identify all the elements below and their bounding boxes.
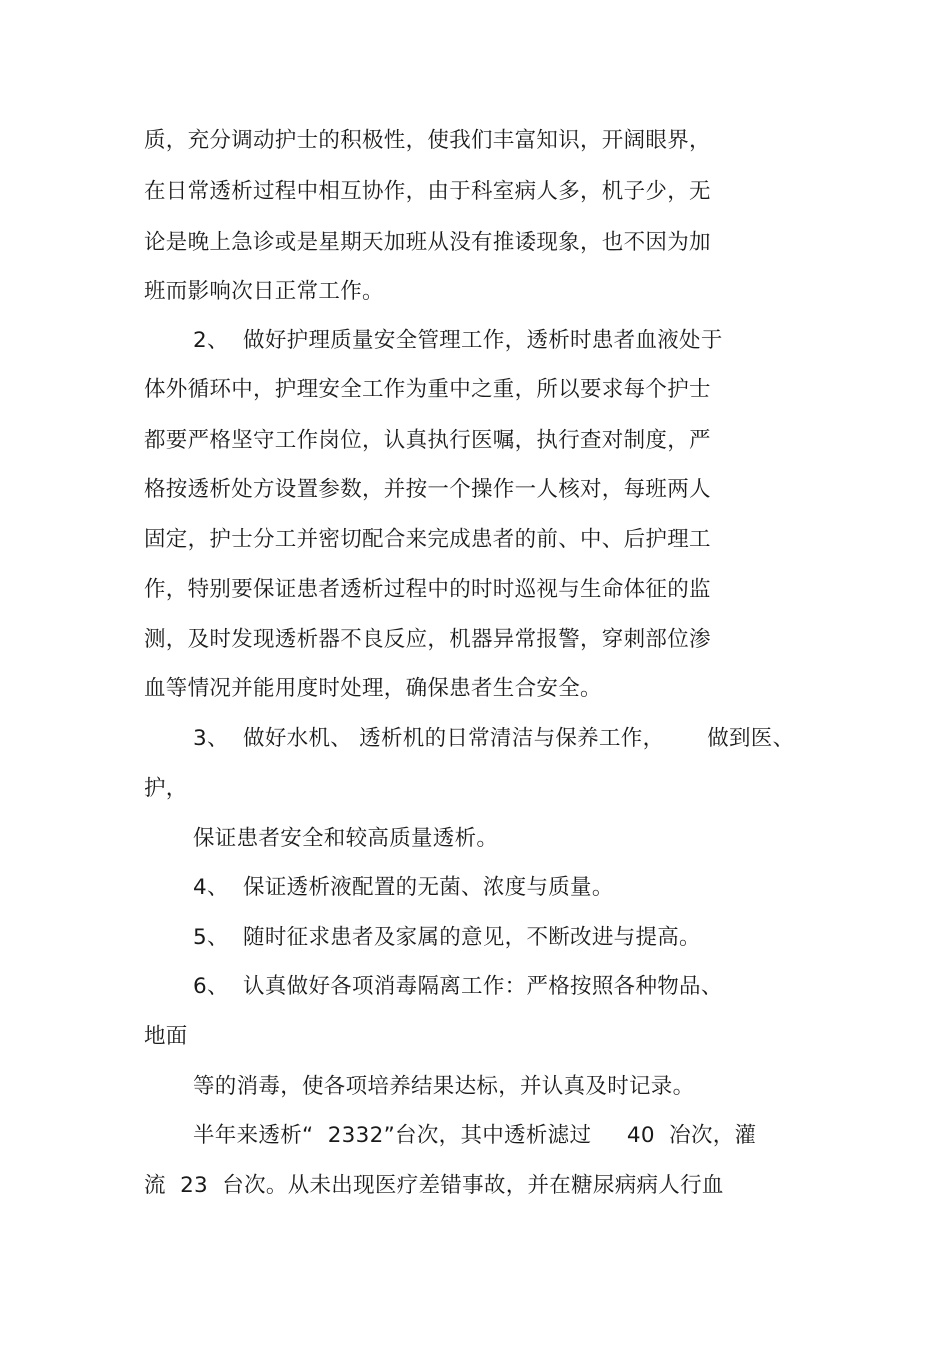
- text-line: 都要严格坚守工作岗位，认真执行医嘱，执行查对制度，严: [144, 428, 711, 453]
- text-line: 论是晚上急诊或是星期天加班从没有推诿现象，也不因为加: [144, 230, 711, 255]
- text-line: 格按透析处方设置参数，并按一个操作一人核对，每班两人: [144, 477, 711, 502]
- text-line: 质，充分调动护士的积极性，使我们丰富知识，开阔眼界，: [144, 128, 711, 153]
- text-line: 6、 认真做好各项消毒隔离工作：严格按照各种物品、: [193, 974, 723, 999]
- text-line: 测，及时发现透析器不良反应，机器异常报警，穿刺部位渗: [144, 627, 711, 652]
- text-line: 地面: [144, 1024, 188, 1049]
- text-line: 体外循环中，护理安全工作为重中之重，所以要求每个护士: [144, 377, 711, 402]
- text-line: 作，特别要保证患者透析过程中的时时巡视与生命体征的监: [144, 577, 711, 602]
- text-line: 3、 做好水机、 透析机的日常清洁与保养工作， 做到医、: [193, 726, 795, 751]
- text-line: 保证患者安全和较高质量透析。: [193, 826, 499, 851]
- text-line: 固定，护士分工并密切配合来完成患者的前、中、后护理工: [144, 527, 711, 552]
- text-line: 护，: [144, 776, 188, 801]
- text-line: 5、 随时征求患者及家属的意见，不断改进与提高。: [193, 925, 701, 950]
- text-line: 2、 做好护理质量安全管理工作，透析时患者血液处于: [193, 328, 723, 353]
- text-line: 半年来透析“ 2332”台次，其中透析滤过 40 冶次，灌: [193, 1123, 757, 1148]
- text-line: 流 23 台次。从未出现医疗差错事故，并在糖尿病病人行血: [144, 1173, 724, 1198]
- text-line: 班而影响次日正常工作。: [144, 279, 384, 304]
- text-line: 4、 保证透析液配置的无菌、浓度与质量。: [193, 875, 614, 900]
- text-line: 血等情况并能用度时处理，确保患者生合安全。: [144, 676, 602, 701]
- text-line: 在日常透析过程中相互协作，由于科室病人多，机子少，无: [144, 179, 711, 204]
- text-line: 等的消毒，使各项培养结果达标，并认真及时记录。: [193, 1074, 695, 1099]
